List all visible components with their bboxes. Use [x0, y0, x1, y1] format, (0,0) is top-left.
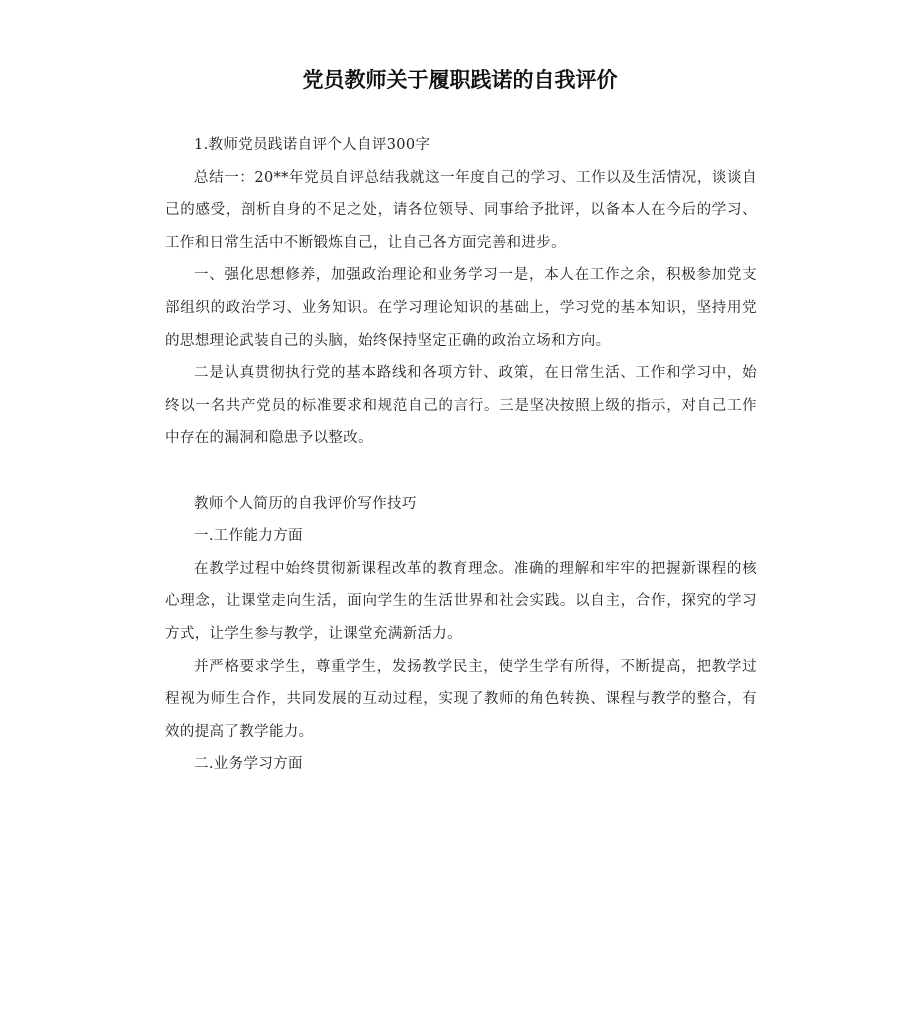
heading-work-ability: 一.工作能力方面 [194, 528, 303, 545]
paragraph-strict-requirements: 并严格要求学生，尊重学生，发扬教学民主，使学生学有所得，不断提高，把教学过程视为师生合作，共同发展的互动过程，实现了教师的角色转换、课程与教学的整合，有效的提高了教学能力。 [165, 658, 757, 740]
document-body [165, 129, 757, 781]
paragraph-teaching-philosophy: 在教学过程中始终贯彻新课程改革的教育理念。准确的理解和牢牢的把握新课程的核心理念，让课堂走向生活，面向学生的生活世界和社会实践。以自主，合作，探究的学习方式，让学生参与教学，让课堂充满新活力。 [165, 560, 757, 642]
heading-business-study: 二.业务学习方面 [194, 756, 303, 773]
heading-self-evaluation-300: 1.教师党员践诺自评个人自评300字 [194, 137, 431, 153]
paragraph-strengthen-thought: 一、强化思想修养，加强政治理论和业务学习一是，本人在工作之余，积极参加党支部组织的政治学习、业务知识。在学习理论知识的基础上，学习党的基本知识，坚持用党的思想理论武装自己的头脑，始终保持坚定正确的政治立场和方向。 [165, 267, 757, 349]
blank-line [165, 455, 757, 488]
paragraph-summary-one: 总结一：20**年党员自评总结我就这一年度自己的学习、工作以及生活情况，谈谈自己的感受，剖析自身的不足之处，请各位领导、同事给予批评，以备本人在今后的学习、工作和日常生活中不断锻炼自己，让自己各方面完善和进步。 [165, 169, 757, 251]
paragraph-implement-party-line: 二是认真贯彻执行党的基本路线和各项方针、政策，在日常生活、工作和学习中，始终以一名共产党员的标准要求和规范自己的言行。三是坚决按照上级的指示，对自己工作中存在的漏洞和隐患予以整改。 [165, 365, 757, 447]
heading-resume-writing-tips: 教师个人简历的自我评价写作技巧 [194, 495, 417, 512]
document-title: 党员教师关于履职践诺的自我评价 [302, 68, 618, 92]
